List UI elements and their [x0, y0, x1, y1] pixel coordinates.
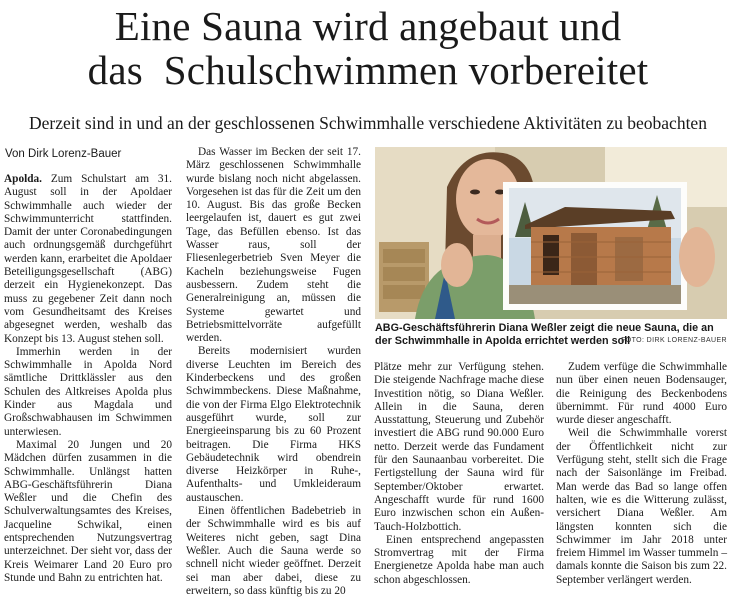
article-column-2	[186, 146, 361, 598]
paragraph: Einen öffentlichen Badebetrieb in der Schwimmhalle wird es bis auf Weiteres nicht geben, sagt Dina Weßler. Auch die Sauna werde so schnell nicht wieder geöffnet. Derzeit sei man aber dabei, diese zu erweitern, so dass künftig bis zu 20	[186, 505, 361, 597]
sauna-photo-illustration	[375, 147, 727, 319]
byline: Von Dirk Lorenz-Bauer	[5, 148, 122, 160]
dateline: Apolda.	[4, 173, 42, 185]
article-column-4	[556, 361, 727, 587]
paragraph: Plätze mehr zur Verfügung stehen. Die steigende Nachfrage mache diese Investition nötig, so Diana Weßler. Allein in die Sauna, deren Ausstattung, Steuerung und Zubehör investiert die ABG rund 90.000 Euro netto. Derzeit werde das Fundament für den Saunaanbau vorbereitet. Die Fertigstellung der Sauna wird für September/Oktober erwartet. Angeschafft wurde für rund 1600 Euro inzwischen schon ein Außen-Tauch-Holzbottich.	[374, 361, 544, 533]
photo-credit: FOTO: DIRK LORENZ-BAUER	[621, 337, 727, 344]
headline-line-1: Eine Sauna wird angebaut und	[114, 3, 622, 49]
paragraph: Einen entsprechend angepassten Stromvertrag mit der Firma Energienetze Apolda habe man auch schon abgeschlossen.	[374, 533, 544, 586]
article-column-3	[374, 361, 544, 587]
article-column-1	[4, 173, 172, 585]
paragraph: Maximal 20 Jungen und 20 Mädchen dürfen zusammen in die Schwimmhalle. Unlängst hatten ABG-Geschäftsführerin Diana Weßler und die Chefin des Schulverwaltungsamtes des Kreises, Jacqueline Schwikal, einen entsprechenden Nutzungsvertrag unterzeichnet. Der sieht vor, dass der Kreis Weimarer Land 20 Euro pro Stunde und Bahn zu entrichten hat.	[4, 438, 172, 584]
paragraph: Immerhin werden in der Schwimmhalle in Apolda Nord sämtliche Drittklässler aus den Schulen des Altkreises Apolda plus Kinder aus Magdala und Großschwabhausen im Schwimmen unterwiesen.	[4, 345, 172, 438]
article-photo	[375, 147, 727, 319]
paragraph: Zudem verfüge die Schwimmhalle nun über einen neuen Bodensauger, die Reinigung des Beckenbodens übernimmt. Für rund 4000 Euro wurde dieser angeschafft.	[556, 361, 727, 427]
paragraph: Weil die Schwimmhalle vorerst der Öffentlichkeit nicht zur Verfügung steht, stellt sich die Frage nach der Saisonlänge im Freibad. Man werde das Bad so lange offen halten, wie es die Witterung zulässt, versichert Diana Weßler. Am längsten konnten sich die Schwimmer im Jahr 2018 unter freiem Himmel im Wasser tummeln – damals konnte die Saison bis zum 22. September verlängert werden.	[556, 427, 727, 586]
paragraph: Bereits modernisiert wurden diverse Leuchten im Bereich des Kinderbeckens und des großen Schwimmbeckens. Diese Maßnahme, die von der Firma Elgo Elektrotechnik ausgeführt wurde, soll zur Energieeinsparung bis zu 60 Prozent beitragen. Die Firma HKS Gebäudetechnik wird obendrein diverse Heizkörper in Ruhe-, Aufenthalts- und Umkleideraum austauschen.	[186, 345, 361, 504]
subheadline: Derzeit sind in und an der geschlossenen Schwimmhalle verschiedene Aktivitäten zu beobachten	[29, 113, 707, 133]
paragraph: Das Wasser im Becken der seit 17. März geschlossenen Schwimmhalle wurde bislang noch nicht abgelassen. Vorgesehen ist das für die Zeit um den 10. August. Bis das große Becken leergelaufen ist, dauert es gut zwei Tage, das Befüllen ebenso. Ist das Wasser raus, soll der Fliesenlegerbetrieb Sven Meyer die Kacheln beziehungsweise Fugen ausbessern. Zudem steht die Generalreinigung an, müssen die Systeme gewartet und Betriebsmittelvorräte aufgefüllt werden.	[186, 146, 361, 345]
paragraph	[4, 173, 172, 346]
headline	[0, 4, 736, 92]
photo-caption: ABG-Geschäftsführerin Diana Weßler zeigt die neue Sauna, die an der Schwimmhalle in Apolda errichtet werden soll	[375, 322, 714, 347]
paragraph-text: Zum Schulstart am 31. August soll in der Apoldaer Schwimmhalle auch wieder der Schwimmunterricht stattfinden. Damit der unter Coronabedingungen auch ordnungsgemäß durchgeführt werden kann, erarbeitet die Apoldaer Beteiligungsgesellschaft (ABG) derzeit ein Hygienekonzept. Das muss zu gegebener Zeit dann noch vom Gesundheitsamt des Kreises abgesegnet werden, weshalb das Konzept bis 13. August stehen soll.	[4, 173, 172, 345]
headline-line-2: das Schulschwimmen vorbereitet	[87, 47, 649, 93]
